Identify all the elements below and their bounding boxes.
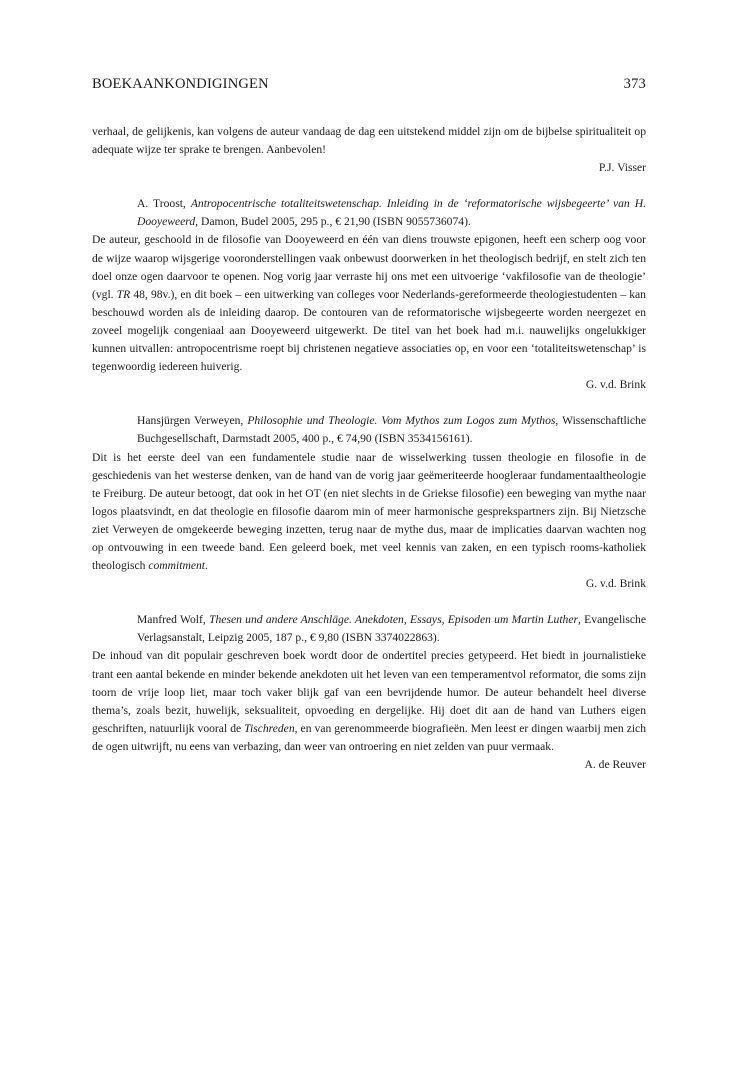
review-3-title: Thesen und andere Anschläge. Anekdoten, Essays, Episoden um Martin Luther [209,613,579,627]
intro-paragraph: verhaal, de gelijkenis, kan volgens de auteur vandaag de dag een uitstekend middel zijn om de bijbelse spiritualiteit op adequate wijze ter sprake te brengen. Aanbevolen! [92,125,646,157]
review-1-body-text: 48, 98v.), en dit boek – een uitwerking van colleges voor Nederlands-gereformeerde theologiestudenten – kan beschouwd worden als de inleiding daarop. De contouren van de reformatorische wijsbegeerte worden neergezet en zoveel mogelijk congeniaal aan Dooyeweerd uitgewerkt. De titel van het boek had m.i. nauwelijks ongelukkiger kunnen uitvallen: antropocentrisme roept bij christenen negatieve associaties op, en voor een ‘totaliteitswetenschap’ is tegenwoordig iedereen huiverig. [92,287,646,374]
review-3-signature: A. de Reuver [584,758,646,771]
review-3-author: Manfred Wolf, [137,613,206,627]
review-2-author: Hansjürgen Verweyen, [137,414,244,428]
review-2-citation [92,412,646,448]
review-1-signature: G. v.d. Brink [585,378,646,392]
review-2-signature: G. v.d. Brink [585,577,646,591]
review-2-body-italic: commitment [148,559,206,573]
running-header [92,76,646,98]
review-2-body-text: . [205,559,208,573]
review-3-citation [92,611,646,647]
review-1-body-text: De auteur, geschoold in de filosofie van Dooyeweerd en één van diens trouwste epigonen, heeft een scherp oog voor de wijze waarop wijsgerige vooronderstellingen vaak onbewust doorwerken in het theologisch bedrijf, en stelt zich ten doel onze ogen daarvoor te openen. Nog vorig jaar verraste hij ons met een uitvoerige ‘vakfilosofie van de theologie’ (vgl. [92,233,646,301]
review-3-body-italic: Tischreden [244,721,295,735]
review-1-body-italic: TR [116,287,131,301]
review-1-pubinfo: , Damon, Budel 2005, 295 p., € 21,90 (ISBN 9055736074). [195,215,471,229]
section-title: BOEKAANKONDIGINGEN [92,76,269,92]
review-2-title: Philosophie und Theologie. Vom Mythos zum Logos zum Mythos [247,414,556,428]
review-3-pubinfo: , Evangelische Verlagsanstalt, Leipzig 2005, 187 p., € 9,80 (ISBN 3374022863). [137,613,646,645]
review-1-title: Antropocentrische totaliteitswetenschap. Inleiding in de ‘reformatorische wijsbegeerte’ van H. Dooyeweerd [137,197,646,229]
review-2-body [92,449,646,576]
review-1-citation [92,195,646,231]
intro-signature: P.J. Visser [598,161,646,175]
review-2-body-text: Dit is het eerste deel van een fundamentele studie naar de wisselwerking tussen theologie en filosofie in de geschiedenis van het westerse denken, van de hand van de vorig jaar geëmeriteerde hoogleraar fundamentaaltheologie te Freiburg. De auteur betoogt, dat ook in het OT (en niet slechts in de Griekse filosofie) een beweging van mythe naar logos plaatsvindt, en dat theologie en filosofie daarom min of meer harmonische gesprekspartners zijn. Bij Nietzsche ziet Verweyen de omgekeerde beweging inzetten, terug naar de mythe dus, maar de implicaties daarvan wachten nog op ontvouwing in een tweede band. Een geleerd boek, met veel kennis van zaken, en een typisch rooms-katholiek theologisch [92,450,646,573]
page [92,76,646,774]
content [92,123,646,774]
review-3-body [92,647,646,756]
review-3-body-text: , en van gerenommeerde biografieën. Men leest er dingen waarbij men zich de ogen uitwrijft, nu eens van verbazing, dan weer van ontroering en niet zelden van puur vermaak. [92,721,646,753]
review-1-author: A. Troost, [137,197,186,211]
page-number: 373 [623,76,646,92]
review-1-body [92,231,646,376]
review-2-pubinfo: , Wissenschaftliche Buchgesellschaft, Darmstadt 2005, 400 p., € 74,90 (ISBN 3534156161). [137,414,646,446]
review-3-body-text: De inhoud van dit populair geschreven boek wordt door de ondertitel precies getypeerd. Het biedt in journalistieke trant een aantal bekende en minder bekende anekdoten uit het leven van een temperamentvol reformator, die soms zijn toorn de vrije loop liet, maar toch vaker blijk gaf van een bevrijdende humor. De auteur behandelt heel diverse thema’s, zoals bezit, huwelijk, seksualiteit, opvoeding en dergelijke. Hij doet dit aan de hand van Luthers eigen geschriften, natuurlijk vooral de [92,649,646,735]
